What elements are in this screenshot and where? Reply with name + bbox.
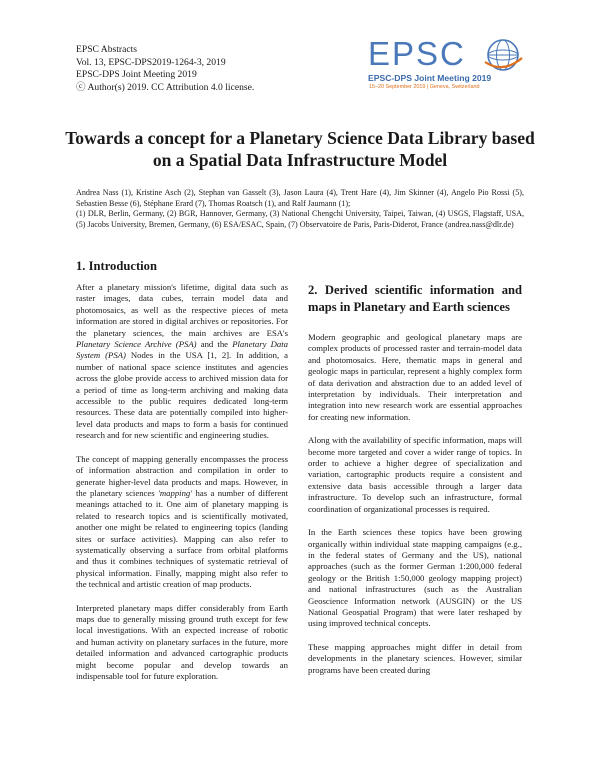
section-heading-introduction: 1. Introduction bbox=[76, 259, 157, 273]
abstract-metadata bbox=[76, 44, 254, 94]
paper-title: Towards a concept for a Planetary Science Data Library based on a Spatial Data Infrastructure Model bbox=[65, 128, 535, 170]
section-heading-derived-information: 2. Derived scientific information and maps in Planetary and Earth sciences bbox=[308, 283, 522, 314]
logo-date-place: 15–20 September 2019 | Geneva, Switzerland bbox=[369, 84, 480, 90]
paragraph: These mapping approaches might differ in detail from developments in the planetary sciences. However, similar programs have been created during bbox=[308, 641, 522, 675]
author-list: Andrea Nass (1), Kristine Asch (2), Stephan van Gasselt (3), Jason Laura (4), Trent Hare (4), Jim Skinner (4), Angelo Pio Rossi (5), Sebastien Besse (6), Stéphane Erard (7), Thomas Roatsch (1), and Ralf Jaumann (1); bbox=[76, 188, 524, 208]
paragraph: The concept of mapping generally encompasses the process of information abstraction and compilation in order to generate higher-level data products and maps. However, in the planetary sciences 'mapping' has a number of different meanings attached to it. One aim of planetary mapping is related to research topics and is scientifically motivated, another one might be related to engineering topics (landing sites or surface activities). Mapping can also refer to systematically observing a surface from orbital platforms and thus it combines techniques of systematic retrieval of physical information. Finally, mapping might also refer to the technical and artistic creation of map products. bbox=[76, 453, 288, 590]
logo-meeting-title: EPSC-DPS Joint Meeting 2019 bbox=[368, 73, 492, 83]
volume-line: Vol. 13, EPSC-DPS2019-1264-3, 2019 bbox=[76, 56, 226, 68]
globe-icon bbox=[482, 36, 524, 74]
paragraph: After a planetary mission's lifetime, digital data such as raster images, data cubes, terrain model data and photomosaics, as well as the respective pieces of meta information are stored in digital archives or repositories. For the planetary sciences, the main archives are ESA's Planetary Science Archive (PSA) and the Planetary Data System (PSA) Nodes in the USA [1, 2]. In addition, a number of national space science institutes and agencies across the globe provide access to archived mission data for a period of time as long-term archiving and making data accessible to the public requires dedicated long-term resources. These data are potentially compiled into higher-level data products and maps to form a basis for continued research and for new scientific and engineering studies. bbox=[76, 282, 288, 441]
paragraph: Modern geographic and geological planetary maps are complex products of processed raster and terrain-model data and photomosaics. Here, thematic maps in general and geologic maps in particular, represent a highly complex form of data derivation and abstraction due to an added level of interpretation by individuals. Their interpretation and integration into new research work are essential approaches for creating new information. bbox=[308, 332, 522, 422]
journal-line: EPSC Abstracts bbox=[76, 44, 138, 55]
left-column bbox=[76, 258, 288, 682]
license-line: ⓒ Author(s) 2019. CC Attribution 4.0 license. bbox=[76, 81, 255, 93]
logo-wordmark: EPSC bbox=[368, 35, 466, 72]
paragraph: Along with the availability of specific information, maps will become more targeted and cover a wider range of topics. In order to achieve a higher degree of specialization and variation, cartographic products require a consistent and extensive data basis accessible through a larger data infrastructure. To develop such an infrastructure, formal coordination of organizational processes is required. bbox=[308, 435, 522, 514]
right-column bbox=[308, 244, 522, 676]
epsc-logo bbox=[368, 36, 526, 94]
meeting-line: EPSC-DPS Joint Meeting 2019 bbox=[76, 69, 197, 81]
affiliation-list: (1) DLR, Berlin, Germany, (2) BGR, Hannover, Germany, (3) National Chengchi University, Taipei, Taiwan, (4) USGS, Flagstaff, USA, (5) Jacobs University, Bremen, Germany, (6) ESA/ESAC, Spain, (7) Observatoire de Paris, Paris-Diderot, France (andrea.nass@dlr.de) bbox=[76, 209, 524, 230]
paragraph: In the Earth sciences these topics have been growing organically within individual state mapping campaigns (e.g., in the federal states of Germany and the US), national approaches (such as the former German 1:200,000 federal geology or the British 1:50,000 geology mapping project) and national infrastructures (such as the Australian Geoscience Information network (AUSGIN) or the US National Geospatial Program) that were later reshaped by using improved technical concepts. bbox=[308, 527, 522, 629]
author-block bbox=[76, 188, 524, 231]
paragraph: Interpreted planetary maps differ considerably from Earth maps due to generally missing ground truth except for few local investigations. With an expected increase of robotic and human activity on planetary surfaces in the future, more detailed information and advanced cartographic products might become popular and develop towards an indispensable tool for future exploration. bbox=[76, 602, 288, 681]
